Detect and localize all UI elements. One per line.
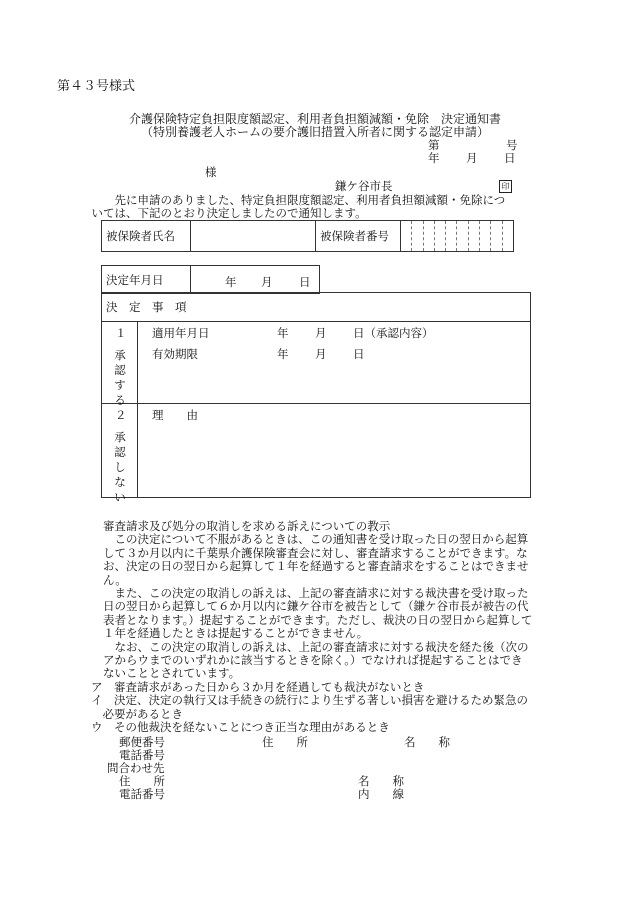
notes-paragraph-2: また、この決定の取消しの訴えは、上記の審査請求に対する裁決書を受け取った日の翌日から起算して６か月以内に鎌ケ谷市を被告として（鎌ケ谷市長が被告の代表者となります。）提起することができます。ただし、裁決の日の翌日から起算して１年を経過したときは提起することができません。 [103,586,533,641]
insured-name-label: 被保険者氏名 [102,221,191,252]
decision-date-table [101,265,320,294]
addressee-suffix: 様 [205,165,217,179]
notes-item-c: ウ その他裁決を経ないことにつき正当な理由があるとき [91,720,390,735]
insured-number-label: 被保険者番号 [316,221,401,252]
reject-number: ２ [115,408,127,422]
issuer-name: 鎌ケ谷市長 [335,179,393,193]
decision-items-header: 決 定 事 項 [106,300,187,314]
date-year: 年 [428,151,440,165]
phone-label: 電話番号 [119,748,165,762]
decision-year: 年 [225,275,237,289]
applied-month: 月 [315,326,327,340]
valid-day: 日 [353,347,365,361]
decision-day: 日 [299,275,311,289]
notes-heading: 審査請求及び処分の取消しを求める訴えについての教示 [103,519,391,533]
inquiry-phone-label: 電話番号 [119,787,165,801]
applied-date-label: 適用年月日 [152,326,210,340]
insured-info-table [101,220,514,252]
valid-period-label: 有効期限 [152,347,198,361]
applied-year: 年 [277,326,289,340]
date-day: 日 [504,151,516,165]
decision-items-box [101,292,531,504]
appeal-notes [91,519,533,735]
notes-paragraph-3: なお、この決定の取消しの訴えは、上記の審査請求に対する裁決を経た後（次のアからウまでのいずれかに該当するときを除く。）でなければ提起することはできないこととされています。 [103,639,529,681]
notes-item-a: ア 審査請求があった日から３か月を経過しても裁決がないとき [91,679,425,694]
inquiry-name-label: 名 称 [358,774,404,788]
approve-number: １ [115,326,127,340]
valid-year: 年 [277,347,289,361]
decision-date-label: 決定年月日 [102,266,191,294]
decision-month: 月 [261,275,273,289]
notes-paragraph-1: この決定について不服があるときは、この通知書を受け取った日の翌日から起算して３か月以内に千葉県介護保険審査会に対し、審査請求することができます。なお、決定の日の翌日から起算して１年を経過すると審査請求をすることはできません。 [103,532,529,587]
postal-label: 郵便番号 [119,735,165,749]
valid-month: 月 [315,347,327,361]
decision-date-field[interactable] [191,266,320,294]
inquiry-heading: 問合わせ先 [107,761,165,775]
intro-line-2: いては、下記のとおり決定しましたので通知します。 [91,206,367,220]
date-month: 月 [466,151,478,165]
form-number: 第４３号様式 [57,79,136,94]
document-title: 介護保険特定負担限度額認定、利用者負担額減額・免除 決定通知書 [128,112,501,126]
inquiry-extension-label: 内 線 [358,787,404,801]
notes-item-b: イ 決定、決定の執行又は手続きの続行により生ずる著しい損害を避けるため緊急の必要があるとき [91,693,528,721]
insured-number-field[interactable] [401,221,514,252]
reject-vertical-label: 承認しない [114,430,126,504]
inquiry-address-label: 住 所 [119,774,165,788]
insured-name-field[interactable] [191,221,316,252]
document-subtitle: （特別養護老人ホームの要介護旧措置入所者に関する認定申請） [140,125,489,139]
approve-vertical-label: 承認する [114,348,126,407]
reason-label: 理 由 [152,408,198,422]
number-prefix: 第 [428,138,440,152]
intro-text [91,193,537,220]
applied-day-content: 日（承認内容） [353,326,434,340]
intro-line-1: 先に申請のありました、特定負担限度額認定、利用者負担額減額・免除につ [114,193,506,207]
number-suffix: 号 [506,138,518,152]
address-label: 住 所 [262,735,308,749]
seal-icon: 印 [499,180,512,193]
name-label: 名 称 [404,735,450,749]
